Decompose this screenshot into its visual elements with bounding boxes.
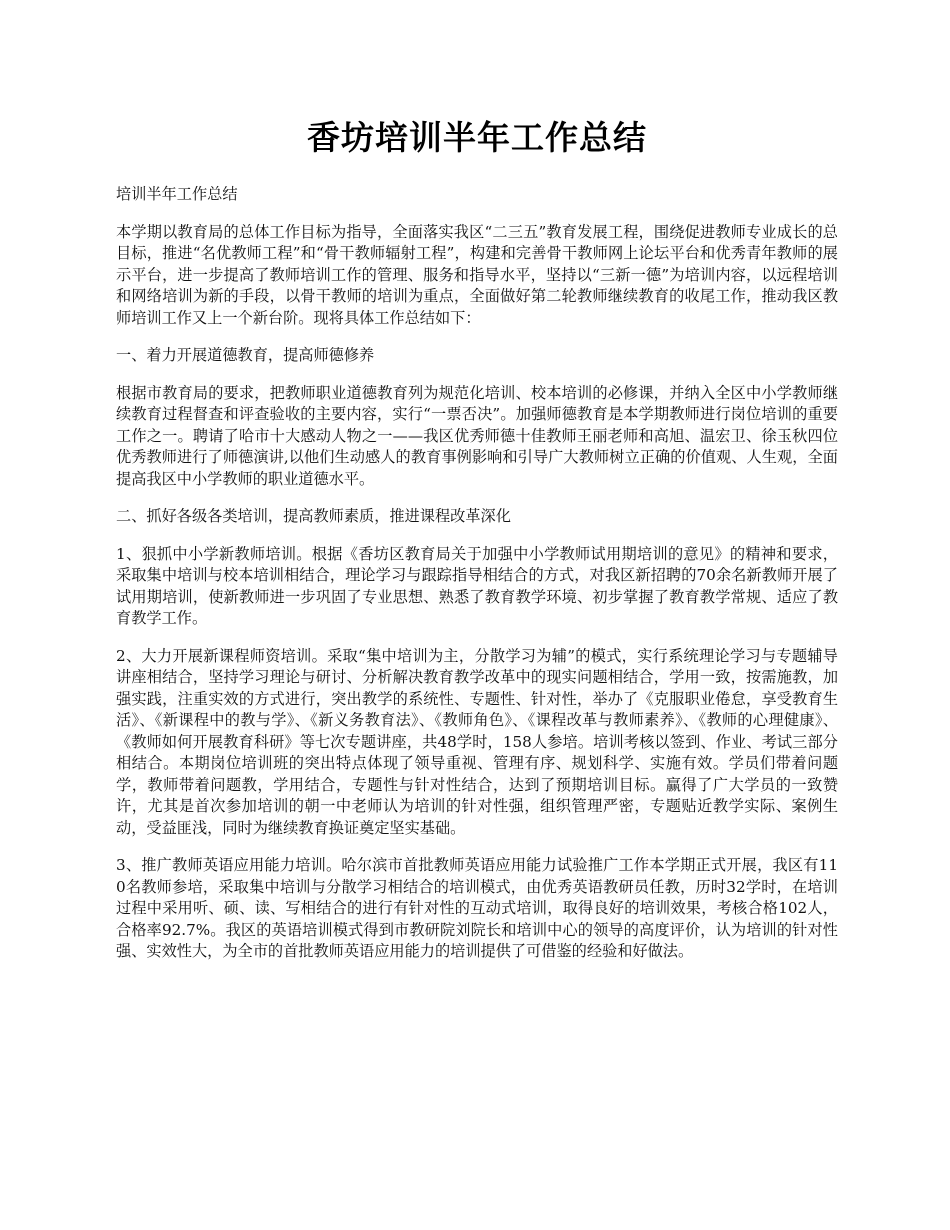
item-2-paragraph: 2、大力开展新课程师资培训。采取“集中培训为主，分散学习为辅”的模式，实行系统理论学习与专题辅导讲座相结合，坚持学习理论与研讨、分析解决教育教学改革中的现实问题相结合，学用一致，按需施教，加强实践，注重实效的方式进行，突出教学的系统性、专题性、针对性，举办了《克服职业倦怠，享受教育生活》、《新课程中的教与学》、《新义务教育法》、《教师角色》、《课程改革与教师素养》、《教师的心理健康》、《教师如何开展教育科研》等七次专题讲座，共48学时，158人参培。培训考核以签到、作业、考试三部分相结合。本期岗位培训班的突出特点体现了领导重视、管理有序、规划科学、实施有效。学员们带着问题学，教师带着问题教，学用结合，专题性与针对性结合，达到了预期培训目标。赢得了广大学员的一致赞许，尤其是首次参加培训的朝一中老师认为培训的针对性强，组织管理严密，专题贴近教学实际、案例生动，受益匪浅，同时为继续教育换证奠定坚实基础。: [116, 646, 838, 837]
section-1-paragraph: 根据市教育局的要求，把教师职业道德教育列为规范化培训、校本培训的必修课，并纳入全区中小学教师继续教育过程督查和评查验收的主要内容，实行“一票否决”。加强师德教育是本学期教师进行岗位培训的重要工作之一。聘请了哈市十大感动人物之一——我区优秀师德十佳教师王丽老师和高旭、温宏卫、徐玉秋四位优秀教师进行了师德演讲,以他们生动感人的教育事例影响和引导广大教师树立正确的价值观、人生观，全面提高我区中小学教师的职业道德水平。: [116, 383, 838, 488]
item-1-paragraph: 1、狠抓中小学新教师培训。根据《香坊区教育局关于加强中小学教师试用期培训的意见》的精神和要求，采取集中培训与校本培训相结合，理论学习与跟踪指导相结合的方式，对我区新招聘的70余名新教师开展了试用期培训，使新教师进一步巩固了专业思想、熟悉了教育教学环境、初步掌握了教育教学常规、适应了教育教学工作。: [116, 544, 838, 627]
item-3-paragraph: 3、推广教师英语应用能力培训。哈尔滨市首批教师英语应用能力试验推广工作本学期正式开展，我区有110名教师参培，采取集中培训与分散学习相结合的培训模式，由优秀英语教研员任教，历时32学时，在培训过程中采用听、硕、读、写相结合的进行有针对性的互动式培训，取得良好的培训效果，考核合格102人，合格率92.7%。我区的英语培训模式得到市教研院刘院长和培训中心的领导的高度评价，认为培训的针对性强、实效性大，为全市的首批教师英语应用能力的培训提供了可借鉴的经验和好做法。: [116, 856, 838, 960]
document-subtitle: 培训半年工作总结: [116, 185, 238, 203]
section-heading-1: 一、着力开展道德教育，提高师德修养: [116, 346, 375, 364]
section-heading-2: 二、抓好各级各类培训，提高教师素质，推进课程改革深化: [116, 507, 511, 525]
intro-paragraph: 本学期以教育局的总体工作目标为指导，全面落实我区“二三五”教育发展工程，围绕促进教师专业成长的总目标，推进“名优教师工程”和“骨干教师辐射工程”，构建和完善骨干教师网上论坛平台和优秀青年教师的展示平台，进一步提高了教师培训工作的管理、服务和指导水平，坚持以“三新一德”为培训内容，以远程培训和网络培训为新的手段，以骨干教师的培训为重点，全面做好第二轮教师继续教育的收尾工作，推动我区教师培训工作又上一个新台阶。现将具体工作总结如下：: [116, 222, 838, 327]
document-title: 香坊培训半年工作总结: [307, 118, 647, 157]
document-page: [116, 0, 838, 963]
